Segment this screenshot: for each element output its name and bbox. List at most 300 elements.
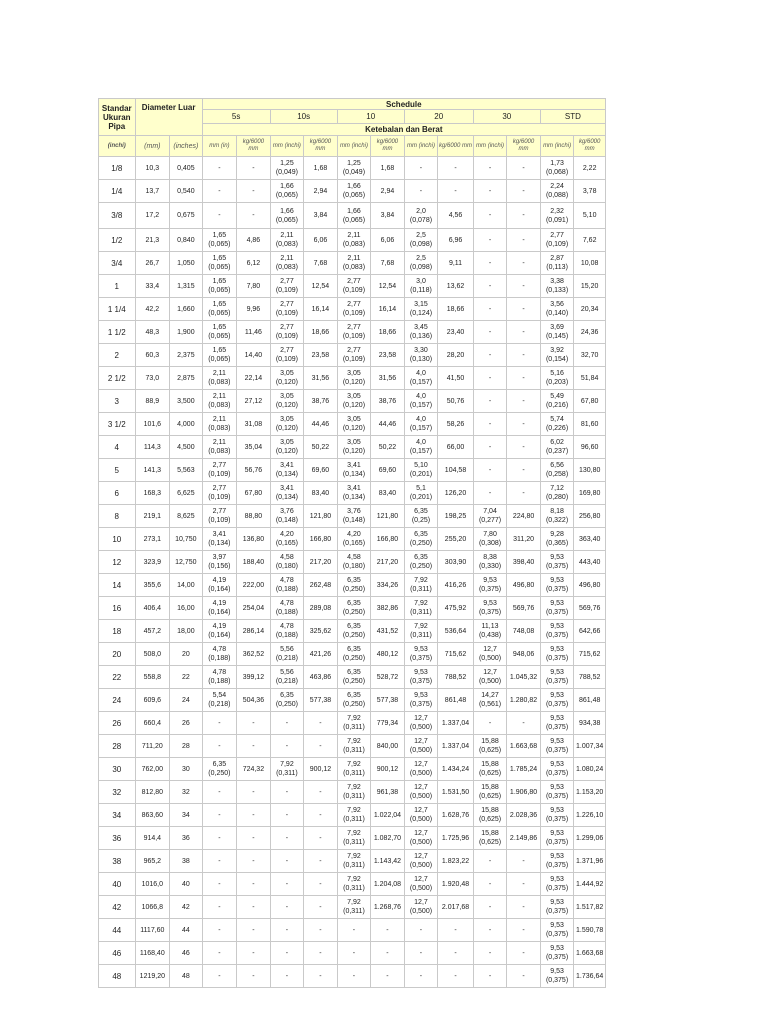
table-cell: 1.725,96 [438,827,474,850]
table-cell: 12,7 (0,500) [404,850,438,873]
table-cell: 4,0 (0,157) [404,413,438,436]
table-cell: 3,84 [304,203,338,229]
table-cell: 254,04 [237,597,271,620]
table-cell: 6,56 (0,258) [540,459,574,482]
table-cell: 463,86 [304,666,338,689]
table-cell: 3,41 (0,134) [337,482,371,505]
table-cell: - [304,896,338,919]
table-row [99,344,606,367]
table-row [99,298,606,321]
table-cell: 431,52 [371,620,405,643]
table-cell: 3,69 (0,145) [540,321,574,344]
table-cell: 22,14 [237,367,271,390]
table-cell: - [202,157,237,180]
table-cell: 28,20 [438,344,474,367]
table-cell: - [202,965,237,988]
table-cell: 7,92 (0,311) [337,896,371,919]
table-cell: - [507,298,541,321]
table-cell: 136,80 [237,528,271,551]
table-cell: 496,80 [574,574,606,597]
table-cell: 9,53 (0,375) [540,896,574,919]
table-cell: 9,28 (0,365) [540,528,574,551]
table-cell: 18,00 [170,620,203,643]
table-cell: 1.022,04 [371,804,405,827]
table-cell: 4,56 [438,203,474,229]
header-unit-mm-inchi: mm (inchi) [540,136,574,157]
table-cell: 1,25 (0,049) [270,157,304,180]
table-cell: 7,92 (0,311) [404,620,438,643]
table-cell: - [270,965,304,988]
table-cell: 0,840 [170,229,203,252]
table-cell: 7,92 (0,311) [404,574,438,597]
table-cell: 2,77 (0,109) [337,298,371,321]
table-cell: 14,27 (0,561) [473,689,507,712]
table-cell: 7,92 (0,311) [337,735,371,758]
table-cell: 169,80 [574,482,606,505]
table-row [99,459,606,482]
table-cell: - [237,781,271,804]
table-cell: 900,12 [304,758,338,781]
table-cell: 46 [99,942,136,965]
table-cell: 256,80 [574,505,606,528]
table-cell: 3,30 (0,130) [404,344,438,367]
table-cell: 914,4 [135,827,170,850]
table-row [99,758,606,781]
table-cell: 88,9 [135,390,170,413]
table-cell: 3,41 (0,134) [270,482,304,505]
table-cell: - [202,919,237,942]
table-cell: 861,48 [574,689,606,712]
table-cell: 9,53 (0,375) [540,551,574,574]
table-cell: 4,78 (0,188) [202,643,237,666]
table-cell: 3,05 (0,120) [270,436,304,459]
table-cell: 12,7 (0,500) [404,781,438,804]
table-cell: 8,625 [170,505,203,528]
table-cell: 443,40 [574,551,606,574]
table-cell: 114,3 [135,436,170,459]
table-cell: 14,40 [237,344,271,367]
table-cell: 7,68 [371,252,405,275]
table-cell: 812,80 [135,781,170,804]
table-cell: 4,20 (0,165) [337,528,371,551]
table-cell: - [438,919,474,942]
table-row [99,413,606,436]
table-cell: 1,66 (0,065) [270,180,304,203]
table-cell: 311,20 [507,528,541,551]
table-cell: 48 [99,965,136,988]
table-cell: 10,08 [574,252,606,275]
table-cell: 2,77 (0,109) [270,275,304,298]
table-cell: - [473,896,507,919]
table-cell: 2,375 [170,344,203,367]
table-cell: - [270,873,304,896]
table-cell: - [270,781,304,804]
table-cell: - [473,965,507,988]
table-cell: 83,40 [304,482,338,505]
table-cell: 8,18 (0,322) [540,505,574,528]
table-cell: 9,53 (0,375) [540,919,574,942]
table-cell: 7,12 (0,280) [540,482,574,505]
table-cell: 4,78 (0,188) [270,574,304,597]
table-cell: 3,92 (0,154) [540,344,574,367]
table-cell: - [304,735,338,758]
table-cell: 1 1/2 [99,321,136,344]
table-cell: 5,10 [574,203,606,229]
table-cell: - [237,735,271,758]
table-cell: 198,25 [438,505,474,528]
table-cell: 3,78 [574,180,606,203]
table-cell: 2,11 (0,083) [202,367,237,390]
table-cell: 3,05 (0,120) [270,367,304,390]
table-cell: 24 [99,689,136,712]
table-cell: 1,315 [170,275,203,298]
table-cell: 577,38 [371,689,405,712]
table-cell: 4,19 (0,164) [202,620,237,643]
table-cell: 9,53 (0,375) [540,712,574,735]
table-cell: 1066,8 [135,896,170,919]
table-cell: 715,62 [574,643,606,666]
header-unit-kg: kg/6000 mm [574,136,606,157]
table-cell: 2,22 [574,157,606,180]
table-cell: 1 [99,275,136,298]
table-cell: 2 [99,344,136,367]
table-cell: 1/2 [99,229,136,252]
table-cell: 12,7 (0,500) [473,643,507,666]
table-cell: 5,10 (0,201) [404,459,438,482]
table-cell: 496,80 [507,574,541,597]
table-cell: 1.226,10 [574,804,606,827]
table-cell: - [237,965,271,988]
table-row [99,620,606,643]
header-group-std: STD [540,110,605,124]
table-cell: 1.590,78 [574,919,606,942]
table-cell: 273,1 [135,528,170,551]
table-cell: - [507,413,541,436]
table-cell: 7,92 (0,311) [337,850,371,873]
table-cell: 10,750 [170,528,203,551]
table-cell: - [473,275,507,298]
table-cell: 8,38 (0,330) [473,551,507,574]
table-row [99,919,606,942]
table-cell: 1.280,82 [507,689,541,712]
table-cell: 762,00 [135,758,170,781]
table-cell: 2,77 (0,109) [337,321,371,344]
table-cell: 12,7 (0,500) [404,712,438,735]
table-cell: 24,36 [574,321,606,344]
table-cell: - [304,827,338,850]
table-cell: 9,53 (0,375) [404,689,438,712]
table-cell: - [202,781,237,804]
table-cell: 1.337,04 [438,712,474,735]
table-cell: 2,32 (0,091) [540,203,574,229]
table-cell: 1.920,48 [438,873,474,896]
table-cell: 7,92 (0,311) [337,804,371,827]
table-cell: 715,62 [438,643,474,666]
table-cell: 1,65 (0,065) [202,344,237,367]
table-cell: - [438,942,474,965]
table-cell: 1.268,76 [371,896,405,919]
table-cell: 224,80 [507,505,541,528]
table-cell: - [270,712,304,735]
header-unit-mm-in: mm (in) [202,136,237,157]
table-cell: 4,000 [170,413,203,436]
table-cell: 9,53 (0,375) [473,574,507,597]
table-cell: 4,0 (0,157) [404,367,438,390]
table-cell: 3,56 (0,140) [540,298,574,321]
table-cell: - [473,229,507,252]
table-cell: 1,660 [170,298,203,321]
table-row [99,735,606,758]
table-cell: 504,36 [237,689,271,712]
header-unit-mm-inchi: mm (inchi) [270,136,304,157]
header-unit-mm-inchi: mm (inchi) [337,136,371,157]
header-unit-kg: kg/6000 mm [304,136,338,157]
table-cell: 166,80 [304,528,338,551]
table-cell: 22 [99,666,136,689]
table-cell: 12,7 (0,500) [473,666,507,689]
table-cell: 325,62 [304,620,338,643]
table-cell: 40 [170,873,203,896]
table-cell: - [371,919,405,942]
table-cell: 1.371,96 [574,850,606,873]
table-cell: 5,54 (0,218) [202,689,237,712]
table-cell: 13,62 [438,275,474,298]
table-cell: 1.434,24 [438,758,474,781]
header-inchi: (inchi) [99,136,136,157]
table-cell: 22 [170,666,203,689]
table-cell: 1,65 (0,065) [202,252,237,275]
table-cell: - [473,157,507,180]
table-cell: 2,77 (0,109) [540,229,574,252]
table-cell: 2,77 (0,109) [270,298,304,321]
table-cell: 35,04 [237,436,271,459]
table-cell: - [473,252,507,275]
table-cell: 2,77 (0,109) [270,321,304,344]
table-cell: 9,53 (0,375) [540,827,574,850]
table-cell: - [473,298,507,321]
table-cell: 569,76 [507,597,541,620]
table-cell: 81,60 [574,413,606,436]
table-cell: 30 [170,758,203,781]
table-cell: - [507,157,541,180]
table-cell: 88,80 [237,505,271,528]
table-cell: - [237,804,271,827]
header-unit-kg: kg/6000 mm [438,136,474,157]
table-cell: 10,3 [135,157,170,180]
table-cell: 6,35 (0,250) [337,620,371,643]
table-cell: 2,11 (0,083) [202,436,237,459]
table-cell: 10 [99,528,136,551]
table-cell: 56,76 [237,459,271,482]
table-cell: 7,92 (0,311) [270,758,304,781]
table-cell: 42 [170,896,203,919]
table-cell: 50,22 [371,436,405,459]
header-diameter: Diameter Luar [135,99,202,136]
table-cell: - [507,712,541,735]
table-cell: - [473,919,507,942]
table-cell: 12,750 [170,551,203,574]
table-cell: 15,20 [574,275,606,298]
table-cell: 863,60 [135,804,170,827]
table-cell: 421,26 [304,643,338,666]
table-cell: - [337,942,371,965]
table-cell: 6,35 (0,250) [337,666,371,689]
table-row [99,203,606,229]
table-cell: 724,32 [237,758,271,781]
table-cell: 961,38 [371,781,405,804]
table-cell: 2,77 (0,109) [202,482,237,505]
table-cell: 20 [99,643,136,666]
table-cell: - [473,203,507,229]
table-cell: 2.017,68 [438,896,474,919]
table-cell: 6,35 (0,25) [404,505,438,528]
table-cell: 15,88 (0,625) [473,758,507,781]
table-cell: 9,53 (0,375) [540,873,574,896]
table-cell: 222,00 [237,574,271,597]
table-cell: 4,0 (0,157) [404,436,438,459]
table-cell: 1,65 (0,065) [202,321,237,344]
table-row [99,482,606,505]
table-cell: 101,6 [135,413,170,436]
table-cell: - [507,229,541,252]
table-cell: 9,53 (0,375) [540,942,574,965]
table-cell: 33,4 [135,275,170,298]
table-cell: 6,96 [438,229,474,252]
table-cell: 4,78 (0,188) [270,597,304,620]
table-cell: - [507,850,541,873]
table-cell: 7,80 [237,275,271,298]
table-cell: 4,78 (0,188) [270,620,304,643]
table-cell: - [237,203,271,229]
table-cell: 3/4 [99,252,136,275]
table-cell: 6 [99,482,136,505]
table-cell: 141,3 [135,459,170,482]
table-cell: 1.143,42 [371,850,405,873]
table-cell: 2,87 (0,113) [540,252,574,275]
table-cell: 0,405 [170,157,203,180]
table-cell: 27,12 [237,390,271,413]
header-inches: (inches) [170,136,203,157]
table-cell: 3,05 (0,120) [337,367,371,390]
table-cell: - [202,942,237,965]
table-cell: - [304,919,338,942]
table-cell: 217,20 [304,551,338,574]
table-cell: 7,92 (0,311) [337,873,371,896]
table-cell: 1.080,24 [574,758,606,781]
header-group-30: 30 [473,110,540,124]
table-cell: - [473,436,507,459]
table-cell: 4,20 (0,165) [270,528,304,551]
table-cell: 1016,0 [135,873,170,896]
table-cell: 4,86 [237,229,271,252]
table-cell: - [438,157,474,180]
table-cell: 9,53 (0,375) [404,643,438,666]
table-row [99,157,606,180]
table-cell: 1.628,76 [438,804,474,827]
table-cell: - [270,896,304,919]
header-ketebalan: Ketebalan dan Berat [202,124,605,136]
table-cell: 31,08 [237,413,271,436]
table-row [99,574,606,597]
table-cell: 7,92 (0,311) [404,597,438,620]
table-cell: 12,7 (0,500) [404,735,438,758]
table-cell: - [304,781,338,804]
table-cell: 0,675 [170,203,203,229]
table-cell: 3,500 [170,390,203,413]
table-cell: 2.028,36 [507,804,541,827]
table-cell: 44 [170,919,203,942]
table-row [99,689,606,712]
table-cell: 18 [99,620,136,643]
table-row [99,942,606,965]
header-unit-kg: kg/6000 mm [371,136,405,157]
table-cell: 4,19 (0,164) [202,574,237,597]
table-cell: 3,41 (0,134) [337,459,371,482]
table-cell: 32 [99,781,136,804]
table-cell: 15,88 (0,625) [473,827,507,850]
table-cell: 711,20 [135,735,170,758]
table-cell: 3,05 (0,120) [270,413,304,436]
table-cell: 1,25 (0,049) [337,157,371,180]
table-cell: 303,90 [438,551,474,574]
table-cell: 12,7 (0,500) [404,804,438,827]
table-cell: 2,77 (0,109) [337,344,371,367]
table-cell: 416,26 [438,574,474,597]
table-cell: - [404,919,438,942]
table-cell: 41,50 [438,367,474,390]
table-cell: 6,35 (0,250) [202,758,237,781]
table-cell: 3,41 (0,134) [270,459,304,482]
table-cell: 38 [170,850,203,873]
table-cell: 7,80 (0,308) [473,528,507,551]
table-cell: 12,7 (0,500) [404,758,438,781]
table-cell: 23,40 [438,321,474,344]
table-cell: 51,84 [574,367,606,390]
table-cell: 5 [99,459,136,482]
table-cell: 363,40 [574,528,606,551]
table-cell: 2,77 (0,109) [337,275,371,298]
table-cell: 17,2 [135,203,170,229]
table-cell: 2,77 (0,109) [202,505,237,528]
table-cell: 11,13 (0,438) [473,620,507,643]
table-cell: - [237,157,271,180]
table-cell: - [270,804,304,827]
table-cell: 2,11 (0,083) [337,252,371,275]
table-cell: 355,6 [135,574,170,597]
table-cell: 788,52 [574,666,606,689]
table-cell: - [473,482,507,505]
table-cell: 21,3 [135,229,170,252]
table-cell: - [473,344,507,367]
table-cell: 44 [99,919,136,942]
table-cell: 6,06 [371,229,405,252]
table-cell: 1.663,68 [574,942,606,965]
table-cell: 398,40 [507,551,541,574]
table-cell: 217,20 [371,551,405,574]
table-cell: 577,38 [304,689,338,712]
table-row [99,436,606,459]
table-cell: 948,06 [507,643,541,666]
table-cell: 6,35 (0,250) [337,597,371,620]
table-cell: - [507,965,541,988]
table-cell: 9,53 (0,375) [540,804,574,827]
table-cell: - [270,735,304,758]
table-cell: 9,53 (0,375) [540,735,574,758]
table-cell: 9,53 (0,375) [540,850,574,873]
table-cell: 1,66 (0,065) [337,203,371,229]
table-cell: 1,65 (0,065) [202,229,237,252]
table-cell: 1.517,82 [574,896,606,919]
